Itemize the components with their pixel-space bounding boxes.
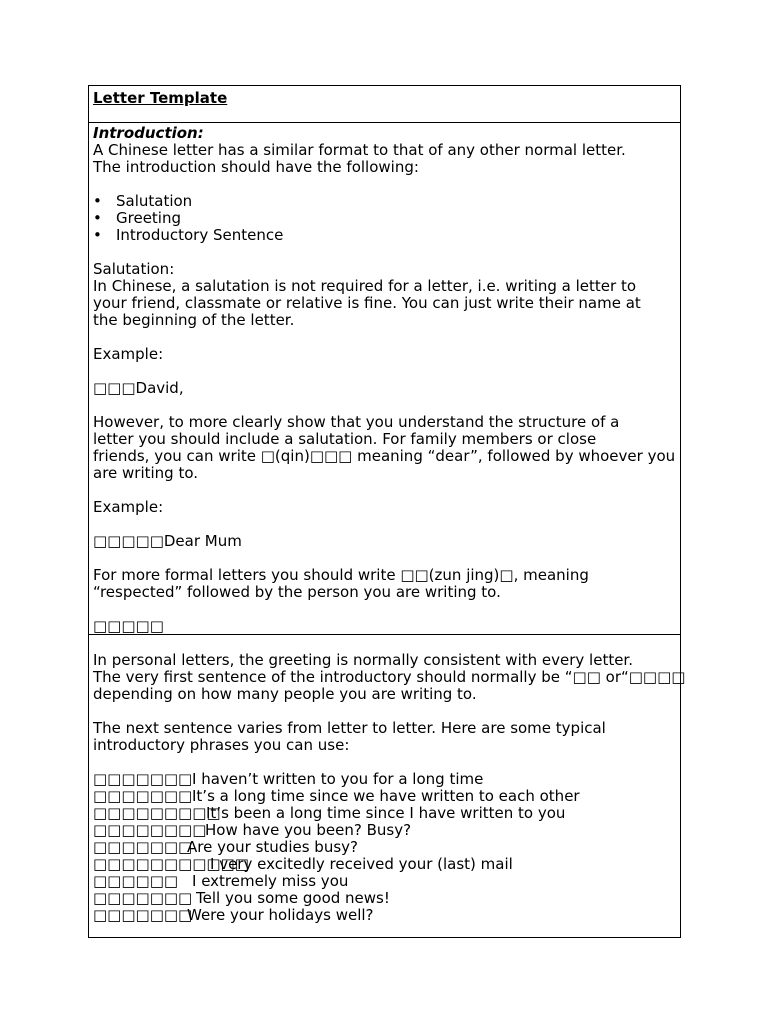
title-cell <box>89 86 680 123</box>
salutation-label: Salutation: <box>93 260 175 278</box>
bullet-icon: • <box>93 209 102 227</box>
introduction-cell <box>89 123 680 635</box>
paragraph-line: The very first sentence of the introductory should normally be “□□ or“□□□□ <box>93 668 686 686</box>
phrase-row <box>93 788 676 805</box>
phrase-chinese: □□□□□□□ <box>93 838 193 856</box>
phrase-row <box>93 805 676 822</box>
document-title: Letter Template <box>93 89 228 107</box>
phrase-chinese: □□□□□□□ <box>93 906 193 924</box>
phrase-english: How have you been? Busy? <box>205 821 412 839</box>
paragraph-line: In Chinese, a salutation is not required for a letter, i.e. writing a letter to <box>93 277 637 295</box>
phrase-english: Are your studies busy? <box>187 838 358 856</box>
example-text: □□□David, <box>93 379 184 397</box>
paragraph-line: For more formal letters you should write □□(zun jing)□, meaning <box>93 566 589 584</box>
phrase-row <box>93 856 676 873</box>
paragraph-line: The next sentence varies from letter to letter. Here are some typical <box>93 719 606 737</box>
phrase-chinese: □□□□□□□□□ <box>93 804 221 822</box>
paragraph-line: are writing to. <box>93 464 199 482</box>
phrase-english: It’s a long time since we have written to each other <box>192 787 580 805</box>
paragraph-line: your friend, classmate or relative is fine. You can just write their name at <box>93 294 641 312</box>
phrase-english: I very excitedly received your (last) mail <box>210 855 513 873</box>
phrase-row <box>93 822 676 839</box>
paragraph-line: The introduction should have the following: <box>93 158 419 176</box>
bullet-icon: • <box>93 192 102 210</box>
example-label: Example: <box>93 498 164 516</box>
paragraph-line: friends, you can write □(qin)□□□ meaning “dear”, followed by whoever you <box>93 447 676 465</box>
bullet-item: • Greeting <box>93 209 181 227</box>
paragraph-line: depending on how many people you are writing to. <box>93 685 477 703</box>
example-text: □□□□□Dear Mum <box>93 532 242 550</box>
phrase-english: Tell you some good news! <box>196 889 390 907</box>
phrase-row <box>93 890 676 907</box>
phrase-row <box>93 873 676 890</box>
paragraph-line: “respected” followed by the person you are writing to. <box>93 583 501 601</box>
phrase-chinese: □□□□□□□□□□□ <box>93 855 249 873</box>
paragraph-line: introductory phrases you can use: <box>93 736 350 754</box>
bullet-icon: • <box>93 226 102 244</box>
letter-template-table <box>88 85 686 938</box>
phrase-row <box>93 907 676 924</box>
phrase-english: Were your holidays well? <box>187 906 374 924</box>
phrase-chinese: □□□□□□□ <box>93 787 193 805</box>
bullet-item: • Salutation <box>93 192 193 210</box>
paragraph-line: However, to more clearly show that you understand the structure of a <box>93 413 620 431</box>
phrase-chinese: □□□□□□□□ <box>93 821 207 839</box>
bullet-item: • Introductory Sentence <box>93 226 284 244</box>
introduction-heading: Introduction: <box>93 124 204 142</box>
phrase-english: It’s been a long time since I have written to you <box>206 804 566 822</box>
phrase-chinese: □□□□□□□ <box>93 889 193 907</box>
paragraph-line: letter you should include a salutation. For family members or close <box>93 430 597 448</box>
paragraph-line: In personal letters, the greeting is normally consistent with every letter. <box>93 651 633 669</box>
paragraph-line: A Chinese letter has a similar format to that of any other normal letter. <box>93 141 626 159</box>
phrase-english: I extremely miss you <box>192 872 349 890</box>
example-label: Example: <box>93 345 164 363</box>
greeting-cell <box>89 635 686 937</box>
example-text: □□□□□ <box>93 617 164 635</box>
phrase-chinese: □□□□□□□ <box>93 770 193 788</box>
paragraph-line: the beginning of the letter. <box>93 311 295 329</box>
phrase-row <box>93 771 676 788</box>
phrase-english: I haven’t written to you for a long time <box>192 770 484 788</box>
phrase-row <box>93 839 676 856</box>
phrase-chinese: □□□□□□ <box>93 872 179 890</box>
